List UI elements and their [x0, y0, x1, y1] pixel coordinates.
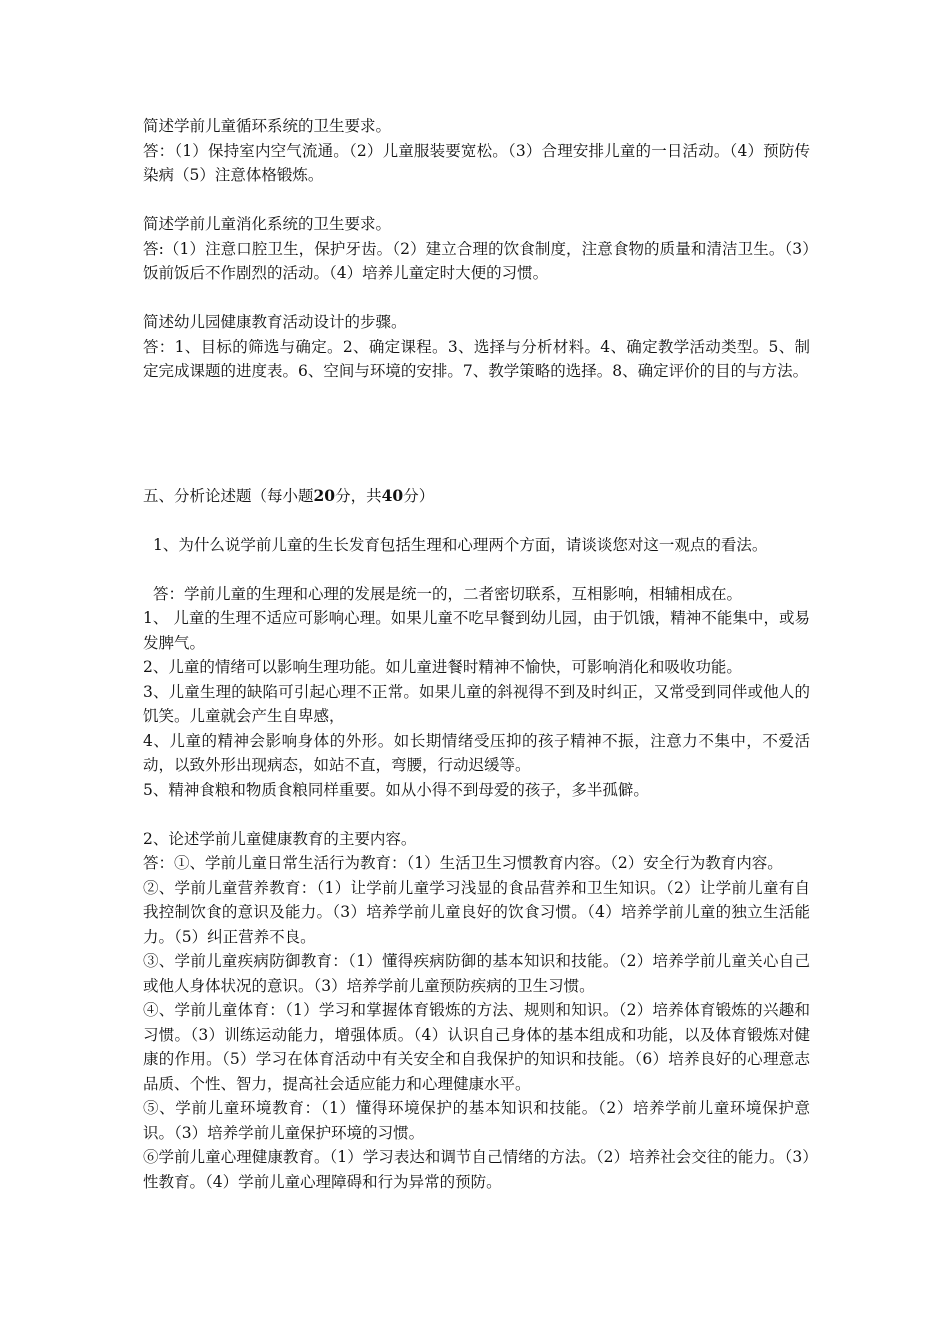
essay1-question: 1、为什么说学前儿童的生长发育包括生理和心理两个方面，请谈谈您对这一观点的看法。: [153, 535, 768, 554]
spacer: [143, 508, 810, 533]
question-circulatory: 简述学前儿童循环系统的卫生要求。: [143, 117, 392, 135]
essay1-point: 1、 儿童的生理不适应可影响心理。如果儿童不吃早餐到幼儿园，由于饥饿，精神不能集中，或易发脾气。: [143, 609, 810, 652]
spacer: [143, 188, 810, 213]
essay2-point: ⑥学前儿童心理健康教育。（1）学习表达和调节自己情绪的方法。（2）培养社会交往的能力。（3）性教育。（4）学前儿童心理障碍和行为异常的预防。: [143, 1148, 810, 1191]
spacer: [143, 557, 810, 582]
essay2-point: ③、学前儿童疾病防御教育：（1）懂得疾病防御的基本知识和技能。（2）培养学前儿童关心自己或他人身体状况的意识。（3）培养学前儿童预防疾病的卫生习惯。: [143, 952, 810, 995]
essay2-point: ⑤、学前儿童环境教育：（1）懂得环境保护的基本知识和技能。（2）培养学前儿童环境保护意识。（3）培养学前儿童保护环境的习惯。: [143, 1099, 810, 1142]
answer-circulatory: 答：（1）保持室内空气流通。（2）儿童服装要宽松。（3）合理安排儿童的一日活动。（4）预防传染病（5）注意体格锻炼。: [143, 141, 810, 184]
spacer: [143, 384, 810, 484]
document-page: [143, 114, 810, 1194]
question-digestive: 简述学前儿童消化系统的卫生要求。: [143, 215, 392, 233]
essay2-point: ②、学前儿童营养教育：（1）让学前儿童学习浅显的食品营养和卫生知识。（2）让学前儿童有自我控制饮食的意识及能力。（3）培养学前儿童良好的饮食习惯。（4）培养学前儿童的独立生活能力。（5）纠正营养不良。: [143, 878, 810, 946]
points-total: 40: [381, 485, 404, 505]
essay2-point: ④、学前儿童体育：（1）学习和掌握体育锻炼的方法、规则和知识。（2）培养体育锻炼的兴趣和习惯。（3）训练运动能力，增强体质。（4）认识自己身体的基本组成和功能，以及体育锻炼对健康的作用。（5）学习在体育活动中有关安全和自我保护的知识和技能。（6）培养良好的心理意志品质、个性、智力，提高社会适应能力和心理健康水平。: [143, 1001, 810, 1093]
essay2-point: 答：①、学前儿童日常生活行为教育：（1）生活卫生习惯教育内容。（2）安全行为教育内容。: [143, 854, 783, 872]
answer-digestive: 答:（1）注意口腔卫生，保护牙齿。（2）建立合理的饮食制度，注意食物的质量和清洁卫生。（3）饭前饭后不作剧烈的活动。（4）培养儿童定时大便的习惯。: [143, 239, 810, 282]
essay1-point: 5、精神食粮和物质食粮同样重要。如从小得不到母爱的孩子，多半孤僻。: [143, 780, 649, 799]
essay1-point: 2、儿童的情绪可以影响生理功能。如儿童进餐时精神不愉快，可影响消化和吸收功能。: [143, 658, 742, 676]
essay1-intro: 答：学前儿童的生理和心理的发展是统一的，二者密切联系，互相影响，相辅相成在。: [153, 584, 743, 603]
spacer: [143, 802, 810, 827]
question-activity-design: 简述幼儿园健康教育活动设计的步骤。: [143, 313, 407, 331]
spacer: [143, 286, 810, 311]
essay2-question: 2、论述学前儿童健康教育的主要内容。: [143, 829, 417, 848]
essay1-point: 4、儿童的精神会影响身体的外形。如长期情绪受压抑的孩子精神不振，注意力不集中，不爱活动，以致外形出现病态，如站不直，弯腰，行动迟缓等。: [143, 731, 810, 774]
answer-activity-design: 答：1、目标的筛选与确定。2、确定课程。3、选择与分析材料。4、确定教学活动类型。5、制定完成课题的进度表。6、空间与环境的安排。7、教学策略的选择。8、确定评价的目的与方法。: [143, 337, 810, 380]
essay1-point: 3、儿童生理的缺陷可引起心理不正常。如果儿童的斜视得不到及时纠正，又常受到同伴或他人的饥笑。儿童就会产生自卑感，: [143, 682, 810, 725]
points-each: 20: [313, 485, 336, 505]
section-heading: 五、分析论述题（每小题20分，共40分）: [143, 485, 435, 505]
